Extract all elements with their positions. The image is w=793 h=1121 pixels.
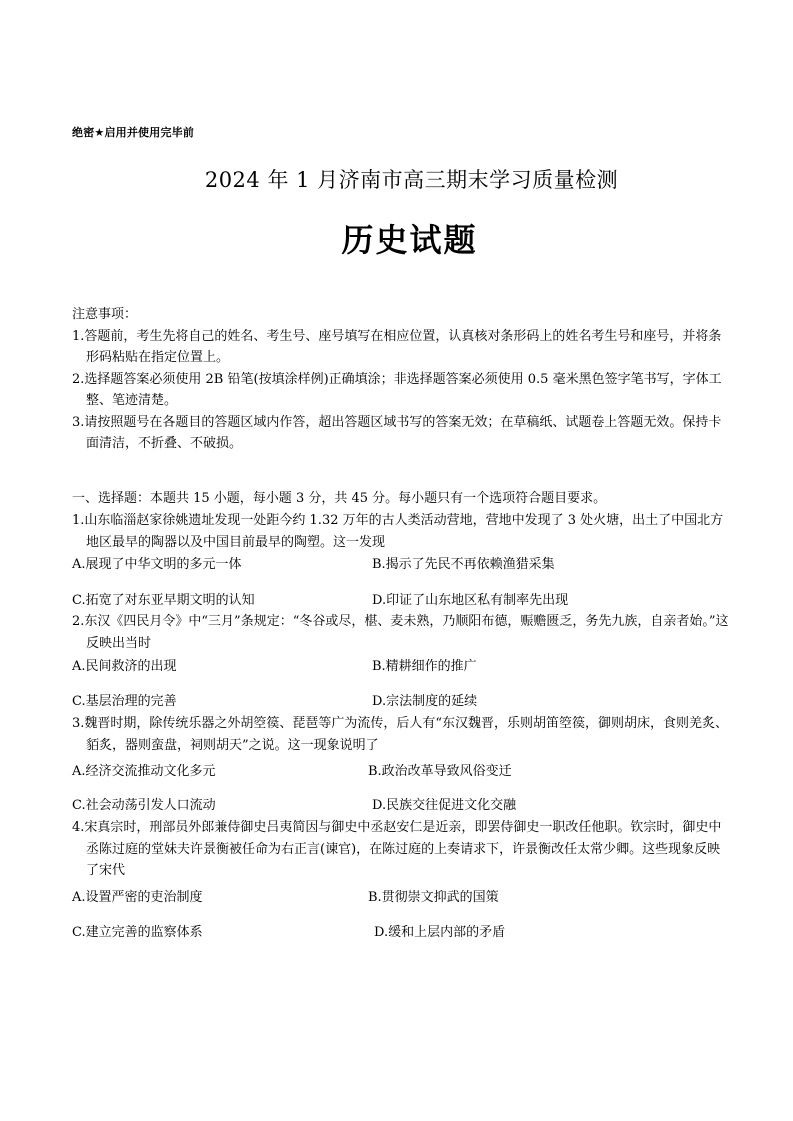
option-row [72, 590, 732, 612]
option-row [72, 656, 732, 678]
question-stem: 3.魏晋时期，除传统乐器之外胡箜篌、琵琶等广为流传，后人有“东汉魏晋，乐则胡笛箜篌，御则胡床，食则羌炙、貊炙，器则蛮盘，祠则胡天”之说。这一现象说明了 [72, 716, 729, 753]
option-b: B.贯彻崇文抑武的国策 [368, 890, 499, 905]
section-heading: 一、选择题：本题共 15 小题，每小题 3 分，共 45 分。每小题只有一个选项符合题目要求。 [72, 491, 607, 506]
option-d: D.印证了山东地区私有制率先出现 [372, 593, 569, 608]
question-1 [72, 510, 732, 553]
option-d: D.缓和上层内部的矛盾 [374, 925, 506, 940]
option-row [72, 922, 732, 944]
option-a: A.设置严密的吏治制度 [72, 890, 203, 905]
question-stem: 2.东汉《四民月令》中“三月”条规定：“冬谷或尽，椹、麦未熟，乃顺阳布德，赈赡匮乏，务先九族，自亲者始。”这反映出当时 [72, 614, 729, 651]
option-b: B.政治改革导致风俗变迁 [368, 764, 512, 779]
option-c: C.社会动荡引发人口流动 [72, 798, 216, 813]
option-row [72, 691, 732, 713]
question-2 [72, 611, 732, 654]
notes-item: 3.请按照题号在各题目的答题区域内作答，超出答题区域书写的答案无效；在草稿纸、试题卷上答题无效。保持卡面清洁，不折叠、不破损。 [72, 414, 722, 451]
notes-heading: 注意事项： [72, 307, 138, 322]
notes-item: 1.答题前，考生先将自己的姓名、考生号、座号填写在相应位置，认真核对条形码上的姓名考生号和座号，并将条形码粘贴在指定位置上。 [72, 328, 722, 365]
notes-item: 2.选择题答案必须使用 2B 铅笔(按填涂样例)正确填涂；非选择题答案必须使用 0.5 毫米黑色签字笔书写，字体工整、笔迹清楚。 [72, 371, 722, 408]
option-row [72, 554, 732, 576]
option-row [72, 887, 732, 909]
exam-title: 2024 年 1 月济南市高三期末学习质量检测 [204, 168, 619, 192]
option-c: C.建立完善的监察体系 [72, 925, 203, 940]
question-stem: 1.山东临淄赵家徐姚遗址发现一处距今约 1.32 万年的古人类活动营地，营地中发现了 3 处火塘，出土了中国北方地区最早的陶器以及中国目前最早的陶塑。这一发现 [72, 513, 724, 550]
option-c: C.基层治理的完善 [72, 694, 177, 709]
option-row [72, 795, 732, 817]
confidential-mark: 绝密★启用并使用完毕前 [72, 126, 195, 139]
notes-section [72, 304, 732, 455]
option-b: B.揭示了先民不再依赖渔猎采集 [372, 557, 555, 572]
question-4 [72, 817, 732, 882]
option-a: A.民间救济的出现 [72, 659, 177, 674]
question-3 [72, 713, 732, 756]
option-a: A.展现了中华文明的多元一体 [72, 557, 242, 572]
option-c: C.拓宽了对东亚早期文明的认知 [72, 593, 255, 608]
question-stem: 4.宋真宗时，刑部员外郎兼侍御史吕夷简因与御史中丞赵安仁是近亲，即罢侍御史一职改任他职。钦宗时，御史中丞陈过庭的堂妹夫许景衡被任命为右正言(谏官)，在陈过庭的上奏请求下，许景衡改任太常少卿。这些现象反映了宋代 [72, 820, 722, 878]
option-d: D.宗法制度的延续 [372, 694, 478, 709]
option-b: B.精耕细作的推广 [372, 659, 477, 674]
option-row [72, 761, 732, 783]
option-d: D.民族交往促进文化交融 [372, 798, 517, 813]
subject-title: 历史试题 [341, 221, 478, 259]
option-a: A.经济交流推动文化多元 [72, 764, 216, 779]
